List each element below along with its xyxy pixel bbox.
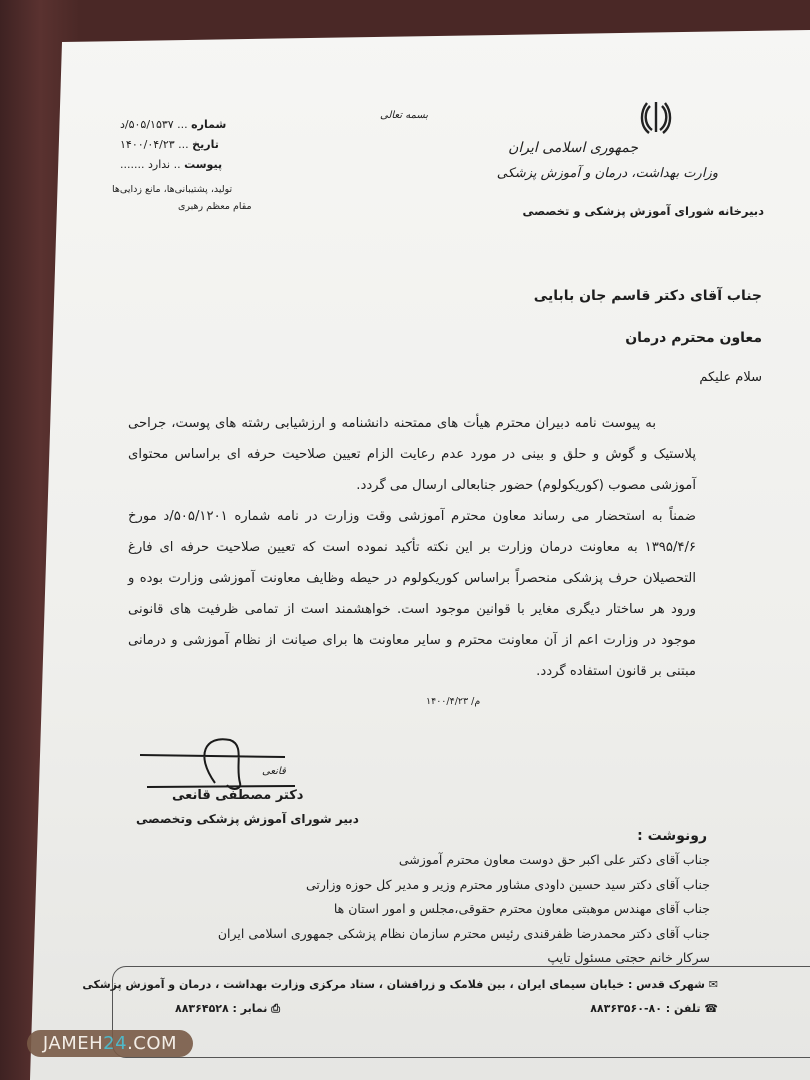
watermark-logo — [27, 1030, 193, 1057]
phone-icon: ☎ — [704, 1002, 718, 1015]
signatory-title: دبیر شورای آموزش پزشکی وتخصصی — [136, 812, 359, 826]
secretariat-name: دبیرخانه شورای آموزش پزشکی و تخصصی — [522, 204, 764, 218]
attachment-label: پیوست — [184, 158, 223, 171]
slogan-line1: تولید، پشتیبانی‌ها، مانع زدایی‌ها — [112, 184, 233, 195]
recipient-title: معاون محترم درمان — [625, 330, 762, 346]
watermark-prefix: JAMEH — [42, 1033, 104, 1054]
footer-address — [82, 978, 718, 991]
cc-item: جناب آقای دکتر محمدرضا ظفرقندی رئیس محترم سازمان نظام پزشکی جمهوری اسلامی ایران — [217, 925, 710, 941]
footer-phone — [590, 1002, 718, 1015]
cc-item: جناب آقای دکتر سید حسین داودی مشاور محترم وزیر و مدیر کل حوزه وزارتی — [305, 876, 710, 892]
emblem-icon — [640, 98, 672, 138]
date-value: ۱۴۰۰/۰۴/۲۳ — [120, 138, 175, 151]
letter-body — [128, 408, 696, 687]
number-value: ۵۰۵/۱۵۳۷/د — [120, 118, 174, 131]
cc-item: جناب آقای دکتر علی اکبر حق دوست معاون محترم آموزشی — [398, 852, 710, 867]
date-label: تاریخ — [192, 138, 219, 151]
cc-item: جناب آقای مهندس موهبتی معاون محترم حقوقی،مجلس و امور استان ها — [333, 901, 710, 916]
signature-handwritten-name: قانعی — [262, 766, 286, 777]
watermark-num: 24 — [103, 1033, 128, 1054]
cc-heading: رونوشت : — [637, 828, 707, 844]
slogan-line2: مقام معظم رهبری — [178, 201, 252, 212]
bismillah: بسمه تعالی — [380, 110, 429, 121]
phone-text: تلفن : ۸۰-۸۸۳۶۳۵۶۰ — [590, 1002, 701, 1015]
footer-fax — [175, 1002, 280, 1016]
address-text: شهرک قدس : خیابان سیمای ایران ، بین فلامک و زرافشان ، ستاد مرکزی وزارت بهداشت ، درمان و آموزش پزشکی — [82, 978, 705, 991]
letter-attachment: پیوست .. ندارد ....... — [120, 158, 223, 171]
cc-list — [218, 848, 710, 971]
signatory-name: دکتر مصطفی قانعی — [172, 788, 304, 803]
fax-icon: ⎙ — [271, 1002, 281, 1015]
letter-date: تاریخ ... ۱۴۰۰/۰۴/۲۳ — [120, 138, 219, 151]
watermark-suffix: .COM — [127, 1033, 178, 1054]
recipient-name: جناب آقای دکتر قاسم جان بابایی — [533, 288, 762, 304]
number-label: شماره — [191, 118, 227, 131]
cc-item: سرکار خانم حجتی مسئول تایپ — [547, 950, 710, 965]
letter-number: شماره ... ۵۰۵/۱۵۳۷/د — [120, 118, 227, 131]
envelope-icon: ✉ — [708, 978, 718, 991]
handwritten-signature — [135, 735, 305, 795]
republic-name: جمهوری اسلامی ایران — [508, 140, 638, 156]
attachment-value: ندارد — [147, 158, 171, 171]
ministry-name: وزارت بهداشت، درمان و آموزش پزشکی — [496, 166, 718, 181]
initials-date: م/ ۱۴۰۰/۴/۲۳ — [426, 696, 481, 707]
fax-text: نمابر : ۸۸۳۶۴۵۲۸ — [175, 1002, 268, 1015]
body-paragraph-1: به پیوست نامه دبیران محترم هیأت های ممتحنه دانشنامه و ارزشیابی رشته های پوست، جراحی پلاستیک و گوش و حلق و بینی در مورد عدم رعایت الزام تعیین صلاحیت حرفه ای براساس محتوای آموزشی مصوب (کوریکولوم) حضور جنابعالی ارسال می گردد. — [128, 416, 696, 493]
body-paragraph-2: ضمناً به استحضار می رساند معاون محترم آموزشی وقت وزارت در نامه شماره ۵۰۵/۱۲۰۱/د مورخ ۱۳۹۵/۴/۶ به معاونت درمان وزارت بر این نکته تأکید نموده است که تعیین صلاحیت حرفه ای فارغ التحصیلان حرف پزشکی منحصراً براساس کوریکولوم در حیطه وظایف معاونت آموزشی وزارت بوده و ورود هر ساختار دیگری مغایر با قوانین موجود است. خواهشمند است از تمامی ظرفیت های قانونی موجود در وزارت اعم از آن معاونت محترم و سایر معاونت ها برای صیانت از نظام آموزشی و درمانی مبتنی بر قانون استفاده گردد. — [128, 509, 697, 679]
greeting: سلام علیکم — [699, 370, 762, 385]
